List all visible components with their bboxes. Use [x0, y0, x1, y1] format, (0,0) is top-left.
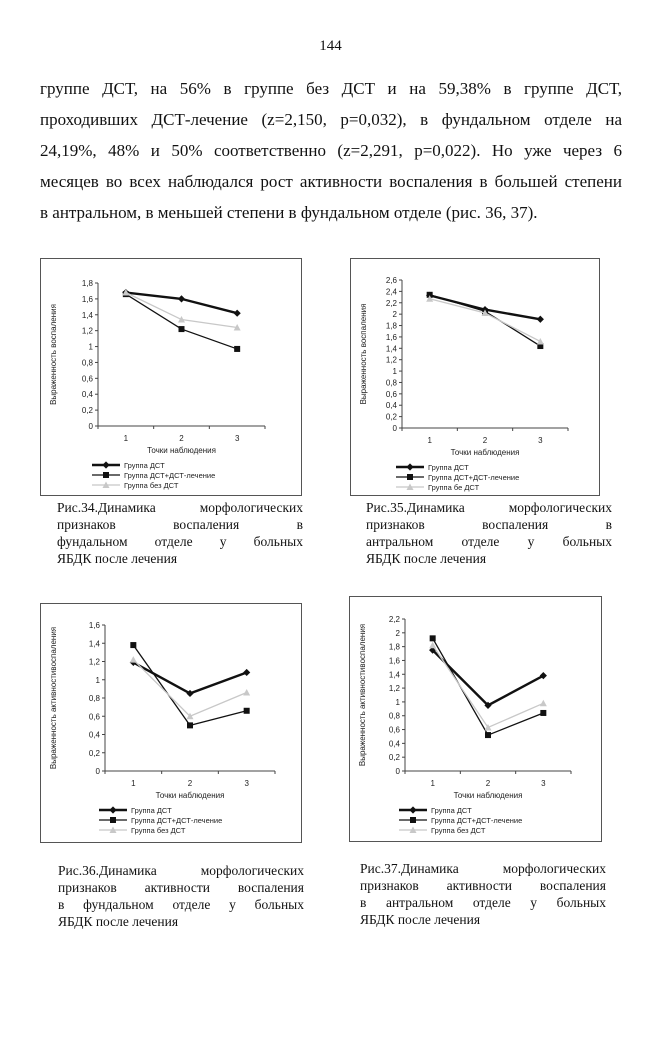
y-tick-label: 0	[88, 422, 93, 431]
data-point-square	[179, 326, 185, 332]
x-axis-title: Точки наблюдения	[155, 791, 225, 800]
paragraph-line: 24,19%, 48% и 50% соответственно (z=2,291, p=0,022). Но уже через 6	[40, 141, 622, 160]
caption-line: в фундальном отделе у больных	[58, 897, 304, 912]
figure-36-chart	[40, 603, 302, 843]
x-tick-label: 1	[131, 779, 136, 788]
data-point-square	[244, 708, 250, 714]
data-point-square	[187, 722, 193, 728]
caption-line: фундальном отделе у больных	[57, 534, 303, 549]
figure-35-caption	[366, 499, 612, 567]
legend-label: Группа без ДСТ	[124, 481, 179, 490]
caption-line: в антральном отделе у больных	[360, 895, 606, 910]
legend-label: Группа ДСТ	[124, 461, 165, 470]
chart-frame	[350, 597, 602, 842]
legend-label: Группа без ДСТ	[131, 826, 186, 835]
figure-37-svg	[349, 596, 602, 842]
y-tick-label: 1,4	[388, 670, 400, 680]
y-tick-label: 2	[392, 310, 397, 320]
x-axis-title: Точки наблюдения	[453, 791, 523, 800]
y-tick-label: 1,2	[81, 326, 93, 336]
y-tick-label: 1,6	[385, 332, 397, 342]
y-tick-label: 0,6	[385, 389, 397, 399]
y-axis-title: Выраженность активностивоспаления	[49, 626, 58, 770]
y-tick-label: 1,4	[81, 310, 93, 320]
caption-line: признаков воспаления в	[366, 517, 612, 532]
x-tick-label: 3	[234, 434, 240, 443]
caption-line: Рис.34.Динамика морфологических	[57, 500, 303, 515]
x-tick-label: 2	[179, 434, 184, 443]
y-tick-label: 1	[88, 342, 93, 352]
paragraph-line: группе ДСТ, на 56% в группе без ДСТ и на 59,38% в группе ДСТ,	[40, 79, 622, 98]
y-axis-title: Выраженность воспаления	[359, 303, 368, 405]
y-tick-label: 1,6	[388, 656, 400, 666]
y-tick-label: 0,2	[88, 748, 100, 758]
y-tick-label: 1	[392, 367, 397, 377]
y-tick-label: 1,8	[81, 279, 93, 288]
data-point-square	[407, 474, 413, 480]
y-tick-label: 1,8	[385, 321, 397, 331]
figure-36-caption	[58, 862, 304, 930]
x-tick-label: 2	[187, 779, 193, 788]
caption-line: ЯБДК после лечения	[57, 551, 178, 566]
page-number: 144	[319, 38, 342, 54]
y-tick-label: 0,2	[388, 753, 400, 763]
y-tick-label: 1,2	[88, 657, 100, 667]
paragraph-line: месяцев во всех наблюдался рост активности воспаления в большей степени	[40, 172, 622, 191]
caption-line: признаков активности воспаления	[360, 878, 606, 893]
y-tick-label: 0,4	[81, 390, 93, 400]
y-tick-label: 1,2	[385, 355, 397, 365]
y-axis-title: Выраженность активностивоспаления	[358, 623, 367, 767]
y-tick-label: 0,2	[385, 412, 397, 422]
y-tick-label: 0,4	[388, 739, 400, 749]
data-point-square	[130, 642, 136, 648]
y-tick-label: 2,4	[385, 287, 397, 297]
y-tick-label: 2	[395, 628, 400, 638]
chart-frame	[41, 259, 302, 496]
y-tick-label: 0	[95, 767, 100, 776]
paragraph-line: проходивших ДСТ-лечение (z=2,150, p=0,032), в фундальном отделе на	[40, 110, 622, 129]
y-tick-label: 0,8	[81, 358, 93, 368]
x-tick-label: 2	[485, 779, 491, 788]
x-tick-label: 3	[541, 779, 546, 788]
y-tick-label: 1,8	[388, 642, 400, 652]
y-tick-label: 0,6	[81, 374, 93, 384]
caption-line: ЯБДК после лечения	[360, 912, 481, 927]
legend-label: Группа ДСТ	[131, 806, 172, 815]
caption-line: признаков активности воспаления	[58, 880, 304, 895]
y-tick-label: 1,4	[385, 344, 397, 354]
legend-label: Группа ДСТ	[431, 806, 472, 815]
caption-line: ЯБДК после лечения	[366, 551, 487, 566]
figure-34-svg	[40, 258, 302, 496]
y-tick-label: 0,6	[88, 712, 100, 722]
legend-label: Группа ДСТ+ДСТ-лечение	[428, 473, 520, 482]
x-axis-title: Точки наблюдения	[450, 448, 520, 457]
legend-label: Группа бе ДСТ	[428, 483, 480, 492]
y-tick-label: 0,8	[88, 694, 100, 703]
data-point-square	[430, 635, 436, 641]
legend-label: Группа ДСТ+ДСТ-лечение	[431, 816, 523, 825]
caption-line: Рис.35.Динамика морфологических	[366, 500, 612, 515]
legend-label: Группа ДСТ+ДСТ-лечение	[131, 816, 223, 825]
y-tick-label: 1,6	[88, 621, 100, 630]
y-tick-label: 0	[392, 424, 397, 433]
y-tick-label: 1	[95, 675, 100, 685]
y-tick-label: 0,2	[81, 406, 93, 416]
y-tick-label: 2,6	[385, 276, 397, 285]
y-tick-label: 1,4	[88, 639, 100, 649]
data-point-square	[103, 472, 109, 478]
figure-35-chart	[350, 258, 600, 496]
legend-label: Группа без ДСТ	[431, 826, 486, 835]
data-point-square	[410, 817, 416, 823]
x-tick-label: 1	[430, 779, 435, 788]
legend-label: Группа ДСТ	[428, 463, 469, 472]
y-tick-label: 1,6	[81, 294, 93, 304]
y-tick-label: 0,8	[388, 711, 400, 721]
y-tick-label: 0,4	[88, 730, 100, 740]
caption-line: Рис.36.Динамика морфологических	[58, 863, 304, 878]
y-tick-label: 0,8	[385, 378, 397, 388]
figure-37-caption	[360, 860, 606, 928]
x-axis-title: Точки наблюдения	[147, 446, 216, 455]
x-tick-label: 3	[538, 436, 543, 445]
figure-36-svg	[40, 603, 302, 843]
legend-label: Группа ДСТ+ДСТ-лечение	[124, 471, 216, 480]
y-tick-label: 2,2	[385, 298, 397, 308]
figure-34-caption	[57, 499, 303, 567]
figure-37-chart	[349, 596, 602, 842]
y-tick-label: 1,2	[388, 684, 400, 694]
x-tick-label: 1	[427, 436, 432, 445]
caption-line: признаков воспаления в	[57, 517, 303, 532]
paragraph-line: в антральном, в меньшей степени в фундальном отделе (рис. 36, 37).	[40, 203, 538, 222]
body-paragraph	[40, 73, 622, 228]
y-tick-label: 0	[395, 767, 400, 776]
data-point-square	[234, 346, 240, 352]
data-point-square	[485, 732, 491, 738]
x-tick-label: 3	[244, 779, 249, 788]
x-tick-label: 2	[482, 436, 488, 445]
y-tick-label: 1	[395, 697, 400, 707]
data-point-square	[540, 710, 546, 716]
data-point-square	[110, 817, 116, 823]
y-tick-label: 2,2	[388, 615, 400, 624]
y-axis-title: Выраженность воспаления	[49, 304, 58, 405]
figure-35-svg	[350, 258, 600, 496]
caption-line: ЯБДК после лечения	[58, 914, 179, 929]
y-tick-label: 0,4	[385, 401, 397, 411]
x-tick-label: 1	[123, 434, 129, 443]
caption-line: антральном отделе у больных	[366, 534, 612, 549]
caption-line: Рис.37.Динамика морфологических	[360, 861, 606, 876]
y-tick-label: 0,6	[388, 725, 400, 735]
figure-34-chart	[40, 258, 302, 496]
